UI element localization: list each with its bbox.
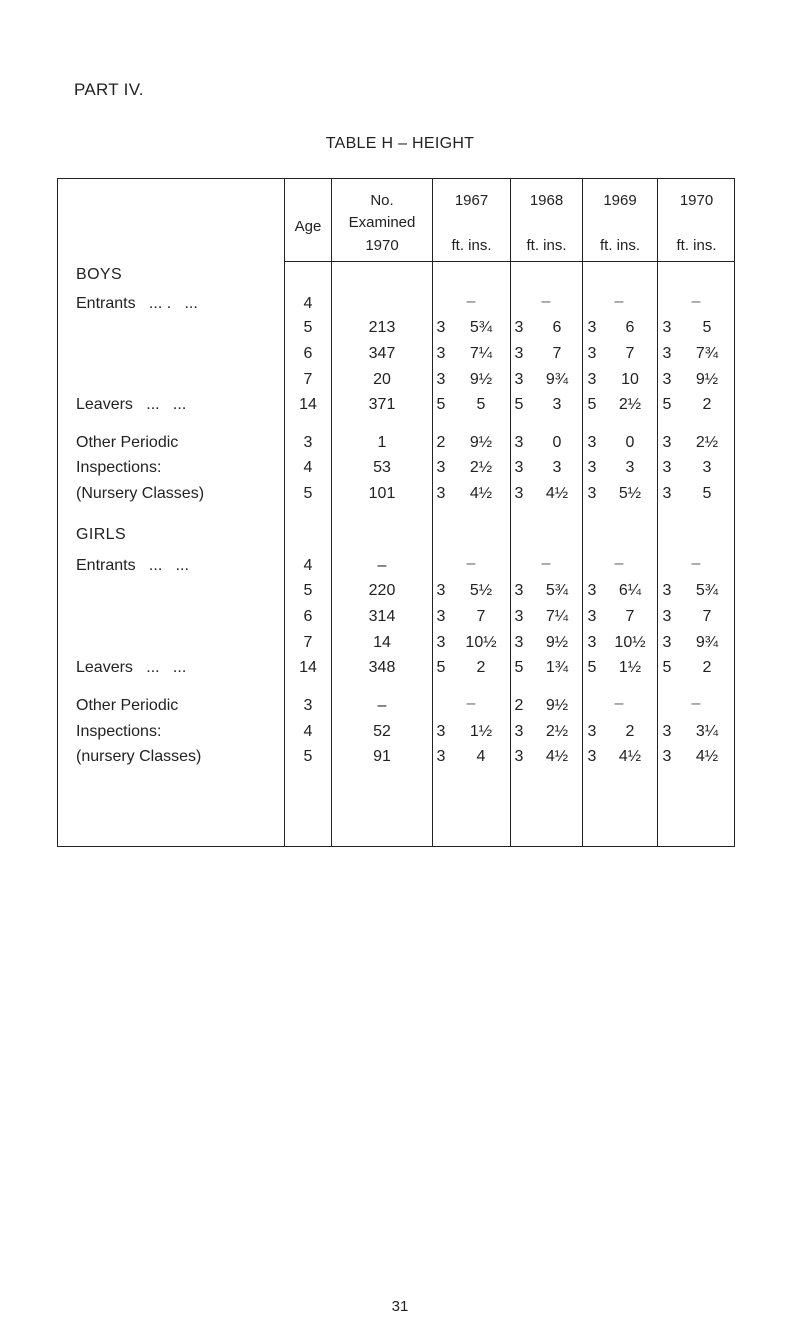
age-cell: 4 (303, 723, 313, 740)
header-year-1969: 1969 (603, 192, 637, 209)
height-inches-cell: 10½ (614, 634, 646, 651)
part-label: PART IV. (74, 80, 144, 99)
height-inches-cell: 5¾ (695, 582, 719, 599)
table-title: TABLE H – HEIGHT (325, 135, 475, 152)
height-feet-cell: 3 (514, 319, 524, 336)
height-feet-cell: 3 (436, 371, 446, 388)
height-feet-cell: 3 (587, 748, 597, 765)
height-feet-cell: 3 (587, 485, 597, 502)
height-feet-cell: 3 (662, 345, 672, 362)
height-feet-cell: 3 (514, 459, 524, 476)
height-feet-cell: 3 (662, 582, 672, 599)
column-divider (432, 178, 433, 847)
height-feet-cell: 3 (587, 434, 597, 451)
height-inches-cell: 5¾ (469, 319, 493, 336)
header-unit-1969: ft. ins. (599, 237, 640, 254)
height-inches-cell: 7 (552, 345, 562, 362)
height-inches-cell: 2½ (695, 434, 719, 451)
header-unit-1970: ft. ins. (676, 237, 717, 254)
header-unit-1967: ft. ins. (451, 237, 492, 254)
examined-count-cell: 1 (377, 434, 387, 451)
height-feet-cell: 3 (662, 748, 672, 765)
height-feet-cell: 3 (587, 608, 597, 625)
section-heading-girls: GIRLS (76, 526, 127, 543)
height-inches-cell: 6¼ (618, 582, 642, 599)
height-feet-cell: 3 (587, 723, 597, 740)
header-examined-line3: 1970 (365, 237, 399, 254)
height-feet-cell: 3 (514, 434, 524, 451)
row-label: (Nursery Classes) (76, 485, 205, 502)
height-inches-cell: 2 (702, 396, 712, 413)
age-cell: 7 (303, 634, 313, 651)
height-feet-cell: 5 (514, 396, 524, 413)
examined-count-cell: 371 (368, 396, 396, 413)
examined-count-cell: 14 (373, 634, 391, 651)
examined-count-cell: 347 (368, 345, 396, 362)
table-frame (57, 178, 735, 847)
height-dash-cell: – (614, 555, 624, 572)
header-age: Age (294, 218, 322, 235)
height-feet-cell: 3 (587, 371, 597, 388)
height-feet-cell: 3 (436, 634, 446, 651)
height-inches-cell: 1½ (618, 659, 642, 676)
height-inches-cell: 10½ (465, 634, 497, 651)
age-cell: 6 (303, 345, 313, 362)
height-inches-cell: 9¾ (695, 634, 719, 651)
height-feet-cell: 3 (436, 608, 446, 625)
height-inches-cell: 5½ (618, 485, 642, 502)
height-dash-cell: – (614, 695, 624, 712)
examined-count-cell: 20 (373, 371, 391, 388)
column-divider (284, 178, 285, 847)
height-feet-cell: 3 (514, 748, 524, 765)
column-divider (582, 178, 583, 847)
height-inches-cell: 3 (625, 459, 635, 476)
height-inches-cell: 5 (476, 396, 486, 413)
row-label: Inspections: (76, 723, 162, 740)
height-feet-cell: 3 (436, 582, 446, 599)
height-feet-cell: 3 (514, 371, 524, 388)
height-inches-cell: 4½ (618, 748, 642, 765)
height-feet-cell: 3 (514, 485, 524, 502)
section-heading-boys: BOYS (76, 266, 123, 283)
row-label: Inspections: (76, 459, 162, 476)
height-feet-cell: 3 (662, 459, 672, 476)
height-inches-cell: 5 (702, 319, 712, 336)
header-examined-line1: No. (370, 192, 394, 209)
examined-count-cell: 314 (368, 608, 396, 625)
header-examined-line2: Examined (348, 214, 416, 231)
height-feet-cell: 3 (436, 459, 446, 476)
height-feet-cell: 3 (662, 634, 672, 651)
height-inches-cell: 4½ (469, 485, 493, 502)
header-year-1967: 1967 (454, 192, 489, 209)
height-inches-cell: 9½ (469, 434, 493, 451)
height-inches-cell: 4 (476, 748, 486, 765)
height-inches-cell: 2 (625, 723, 635, 740)
age-cell: 3 (303, 434, 313, 451)
height-feet-cell: 3 (436, 723, 446, 740)
height-feet-cell: 2 (436, 434, 446, 451)
examined-count-cell: 213 (368, 319, 396, 336)
row-label: Entrants ... ... (76, 557, 189, 574)
height-dash-cell: – (466, 555, 476, 572)
height-inches-cell: 4½ (545, 748, 569, 765)
height-inches-cell: 5¾ (545, 582, 569, 599)
header-unit-1968: ft. ins. (526, 237, 567, 254)
age-cell: 14 (299, 659, 317, 676)
examined-count-cell: 91 (373, 748, 391, 765)
height-feet-cell: 5 (587, 659, 597, 676)
height-inches-cell: 3¼ (695, 723, 719, 740)
height-inches-cell: 1½ (469, 723, 493, 740)
height-dash-cell: – (466, 293, 476, 310)
height-feet-cell: 5 (587, 396, 597, 413)
height-feet-cell: 3 (662, 723, 672, 740)
age-cell: 4 (303, 295, 313, 312)
height-feet-cell: 3 (436, 345, 446, 362)
examined-count-cell: 101 (368, 485, 396, 502)
height-inches-cell: 9½ (469, 371, 493, 388)
height-dash-cell: – (691, 293, 701, 310)
height-feet-cell: 3 (514, 345, 524, 362)
height-feet-cell: 3 (587, 345, 597, 362)
age-cell: 6 (303, 608, 313, 625)
height-inches-cell: 3 (552, 396, 562, 413)
height-dash-cell: – (691, 555, 701, 572)
examined-count-cell: – (377, 557, 387, 574)
height-inches-cell: 1¾ (545, 659, 569, 676)
height-feet-cell: 3 (514, 582, 524, 599)
height-feet-cell: 3 (514, 634, 524, 651)
height-inches-cell: 7¾ (695, 345, 719, 362)
height-inches-cell: 5 (702, 485, 712, 502)
age-cell: 5 (303, 319, 313, 336)
height-dash-cell: – (541, 555, 551, 572)
height-inches-cell: 7 (476, 608, 486, 625)
height-inches-cell: 2 (476, 659, 486, 676)
examined-count-cell: – (377, 697, 387, 714)
height-feet-cell: 3 (662, 371, 672, 388)
row-label: Other Periodic (76, 434, 179, 451)
height-feet-cell: 3 (436, 748, 446, 765)
height-feet-cell: 2 (514, 697, 524, 714)
height-feet-cell: 5 (436, 659, 446, 676)
height-feet-cell: 3 (436, 485, 446, 502)
age-cell: 5 (303, 485, 313, 502)
row-label: Entrants ... . ... (76, 295, 198, 312)
height-inches-cell: 7¼ (469, 345, 493, 362)
age-cell: 3 (303, 697, 313, 714)
height-inches-cell: 7¼ (545, 608, 569, 625)
height-inches-cell: 9¾ (545, 371, 569, 388)
height-feet-cell: 3 (587, 459, 597, 476)
height-inches-cell: 9½ (695, 371, 719, 388)
age-cell: 4 (303, 557, 313, 574)
height-inches-cell: 2½ (545, 723, 569, 740)
height-inches-cell: 6 (625, 319, 635, 336)
age-cell: 5 (303, 748, 313, 765)
row-label: Leavers ... ... (76, 396, 187, 413)
height-inches-cell: 10 (621, 371, 639, 388)
height-inches-cell: 2 (702, 659, 712, 676)
height-feet-cell: 3 (587, 582, 597, 599)
height-feet-cell: 3 (662, 608, 672, 625)
height-feet-cell: 3 (662, 319, 672, 336)
column-divider (510, 178, 511, 847)
height-feet-cell: 3 (662, 434, 672, 451)
height-inches-cell: 7 (625, 345, 635, 362)
height-feet-cell: 3 (514, 608, 524, 625)
height-feet-cell: 3 (587, 634, 597, 651)
height-inches-cell: 4½ (545, 485, 569, 502)
row-label: Other Periodic (76, 697, 179, 714)
column-divider (331, 178, 332, 847)
examined-count-cell: 52 (373, 723, 391, 740)
age-cell: 14 (299, 396, 317, 413)
age-cell: 4 (303, 459, 313, 476)
height-feet-cell: 3 (436, 319, 446, 336)
height-inches-cell: 3 (552, 459, 562, 476)
height-inches-cell: 0 (552, 434, 562, 451)
height-inches-cell: 4½ (695, 748, 719, 765)
height-inches-cell: 9½ (545, 634, 569, 651)
height-inches-cell: 2½ (618, 396, 642, 413)
examined-count-cell: 348 (368, 659, 396, 676)
height-inches-cell: 7 (702, 608, 712, 625)
height-feet-cell: 3 (514, 723, 524, 740)
header-rule (284, 261, 735, 262)
height-feet-cell: 3 (587, 319, 597, 336)
row-label: Leavers ... ... (76, 659, 187, 676)
column-divider (657, 178, 658, 847)
age-cell: 7 (303, 371, 313, 388)
header-year-1970: 1970 (679, 192, 714, 209)
examined-count-cell: 220 (368, 582, 396, 599)
height-dash-cell: – (541, 293, 551, 310)
height-dash-cell: – (691, 695, 701, 712)
height-inches-cell: 0 (625, 434, 635, 451)
height-inches-cell: 9½ (545, 697, 569, 714)
height-inches-cell: 2½ (469, 459, 493, 476)
row-label: (nursery Classes) (76, 748, 202, 765)
height-feet-cell: 5 (436, 396, 446, 413)
header-year-1968: 1968 (529, 192, 564, 209)
height-feet-cell: 5 (514, 659, 524, 676)
height-inches-cell: 3 (702, 459, 712, 476)
height-inches-cell: 5½ (469, 582, 493, 599)
height-feet-cell: 3 (662, 485, 672, 502)
height-inches-cell: 6 (552, 319, 562, 336)
height-dash-cell: – (466, 695, 476, 712)
page-number: 31 (391, 1298, 409, 1315)
examined-count-cell: 53 (373, 459, 391, 476)
height-inches-cell: 7 (625, 608, 635, 625)
height-feet-cell: 5 (662, 396, 672, 413)
height-feet-cell: 5 (662, 659, 672, 676)
height-dash-cell: – (614, 293, 624, 310)
age-cell: 5 (303, 582, 313, 599)
